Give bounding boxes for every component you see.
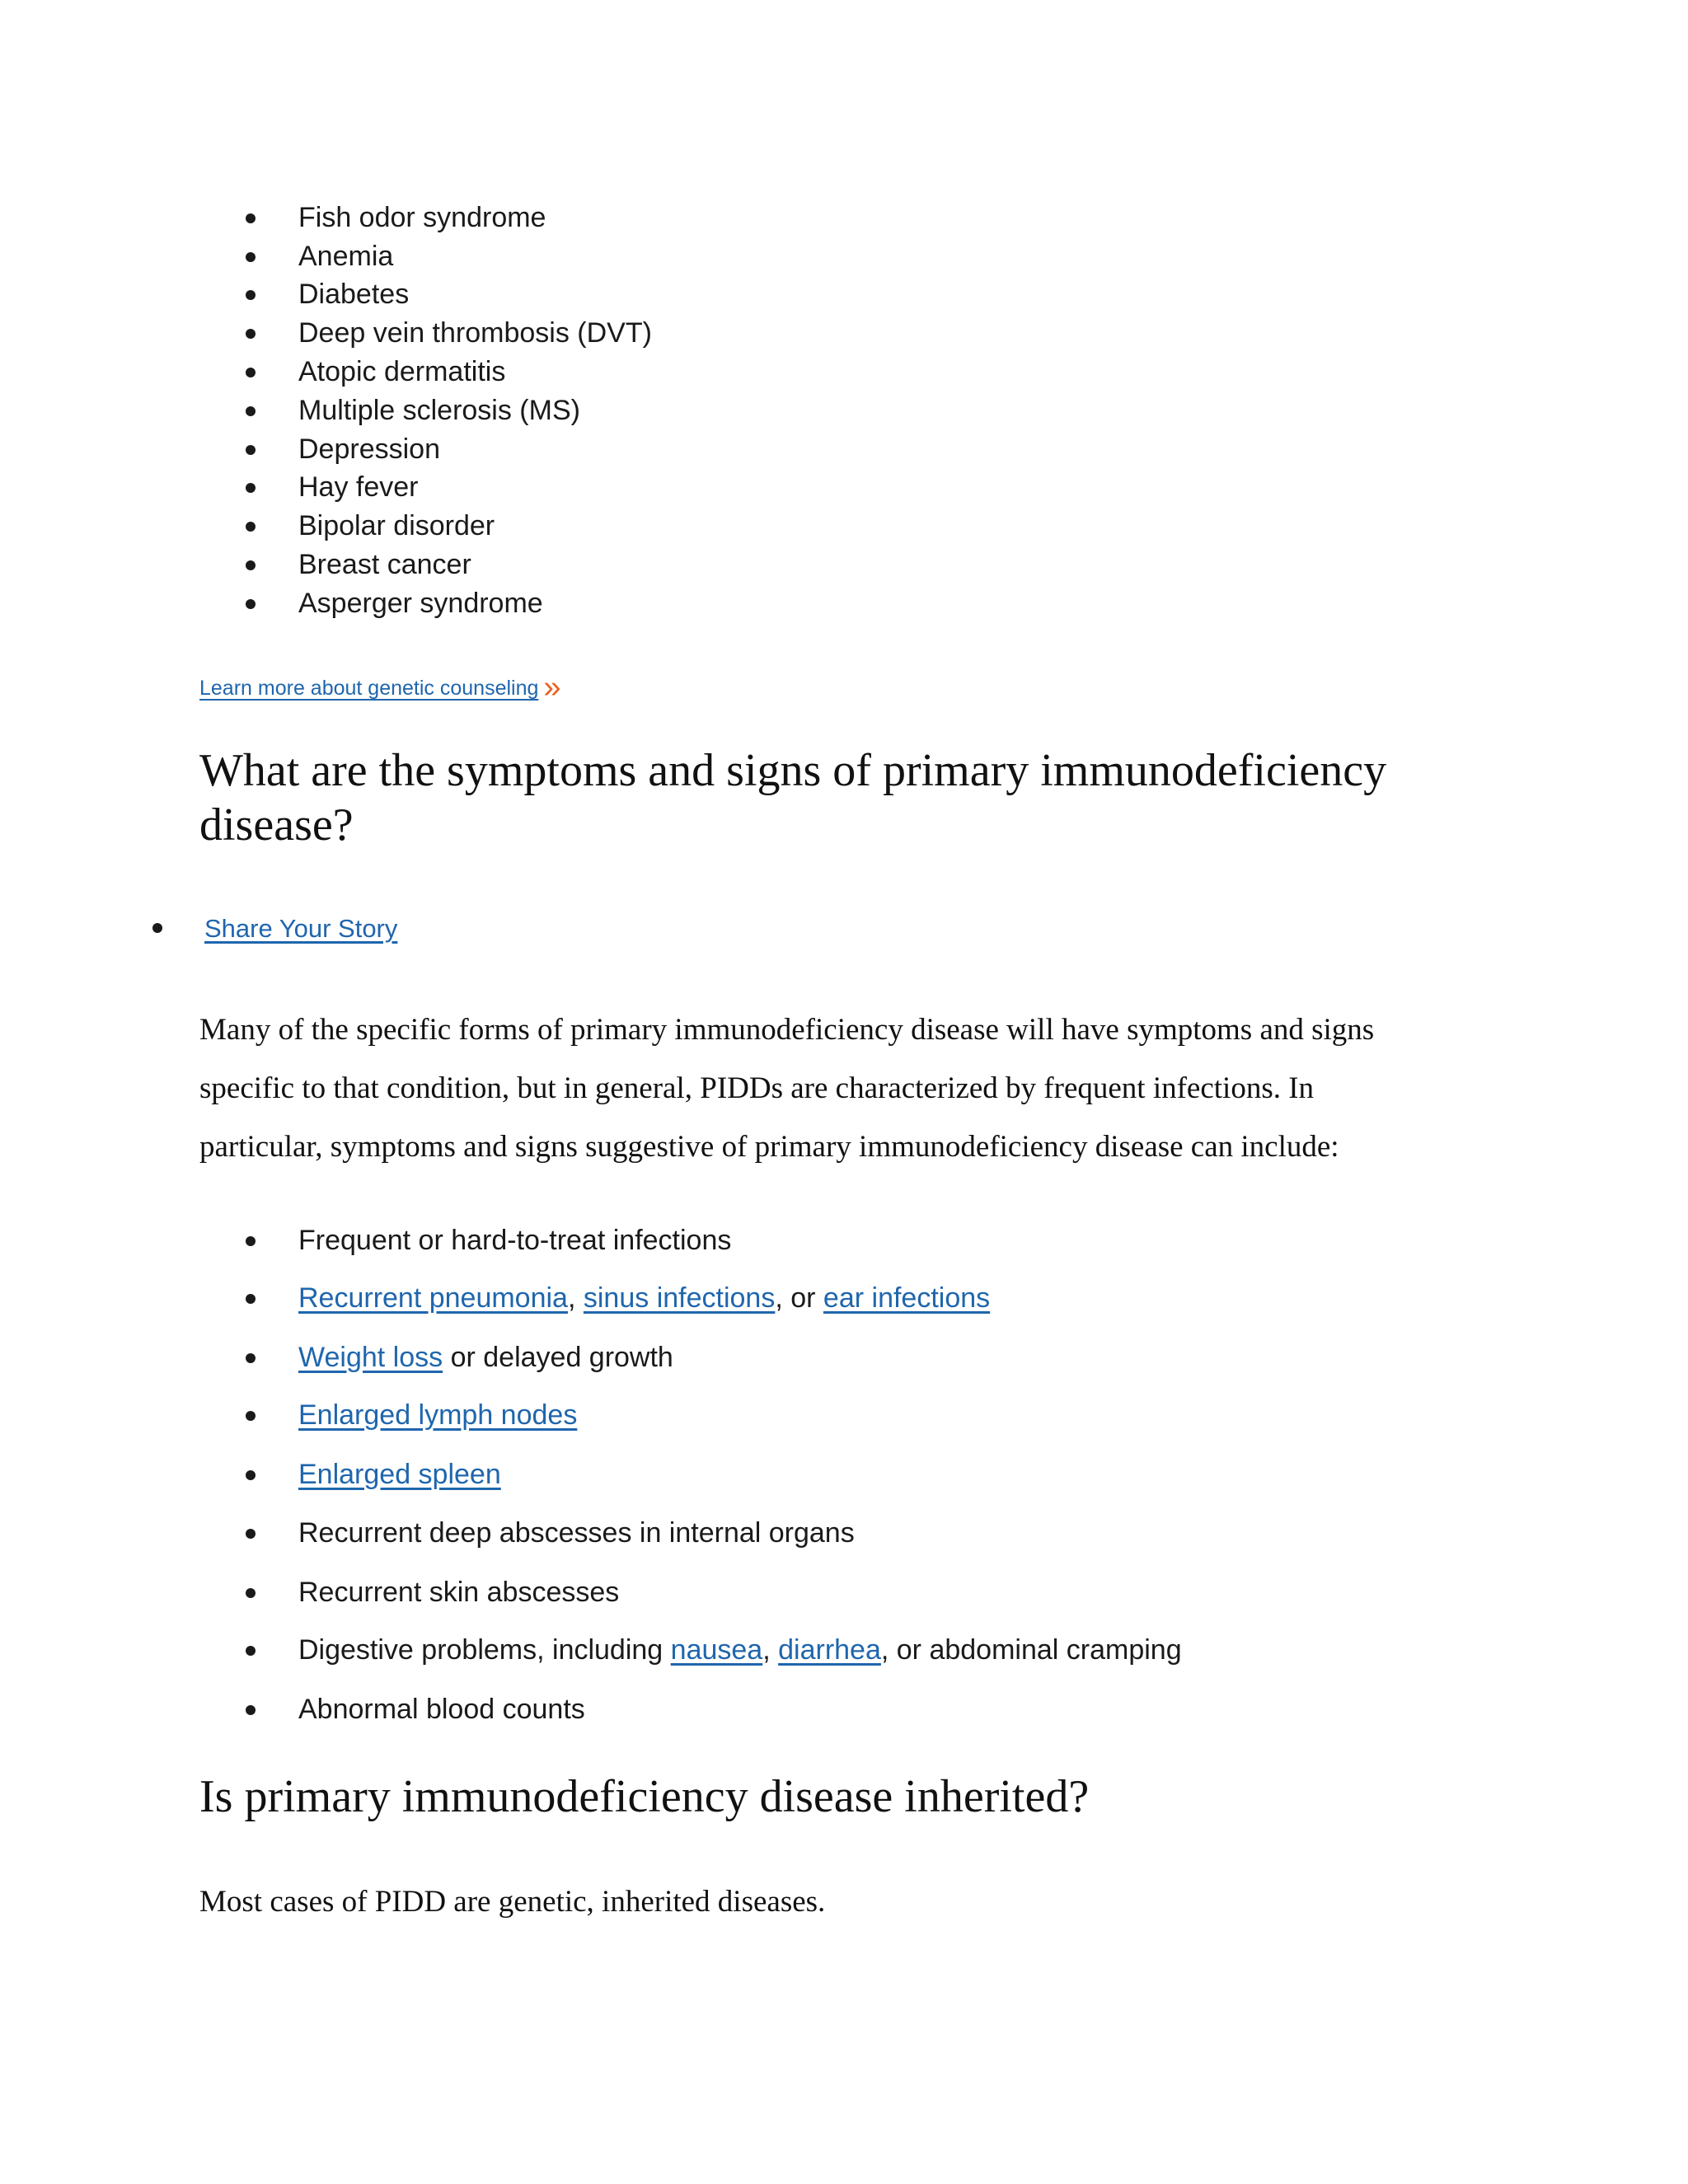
bullet-icon <box>246 406 256 416</box>
bullet-icon <box>246 252 256 262</box>
bullet-icon <box>246 560 256 570</box>
bullet-icon <box>246 1529 256 1539</box>
bullet-icon <box>246 1353 256 1363</box>
bullet-icon <box>246 1294 256 1304</box>
bullet-icon <box>246 1470 256 1480</box>
diarrhea-link[interactable]: diarrhea <box>778 1634 881 1666</box>
bullet-icon <box>246 1588 256 1598</box>
ear-infections-link[interactable]: ear infections <box>823 1282 991 1314</box>
bullet-icon <box>246 1705 256 1715</box>
final-paragraph: Most cases of PIDD are genetic, inherited diseases. <box>199 1885 826 1919</box>
bullet-icon <box>246 368 256 377</box>
bullet-icon <box>246 445 256 455</box>
heading-symptoms: What are the symptoms and signs of primary immunodeficiency disease? <box>199 745 1387 851</box>
bullet-icon <box>246 213 256 223</box>
nausea-link[interactable]: nausea <box>670 1634 763 1666</box>
learn-more-genetic-counseling-link[interactable]: Learn more about genetic counseling » <box>199 670 561 705</box>
bullet-icon <box>246 1411 256 1421</box>
heading-inherited: Is primary immunodeficiency disease inherited? <box>199 1771 1090 1822</box>
recurrent-pneumonia-link[interactable]: Recurrent pneumonia <box>298 1282 568 1314</box>
weight-loss-link[interactable]: Weight loss <box>298 1342 443 1373</box>
bullet-icon <box>246 290 256 300</box>
share-your-story-link[interactable]: Share Your Story <box>204 914 398 943</box>
bullet-icon <box>246 522 256 532</box>
enlarged-lymph-nodes-link[interactable]: Enlarged lymph nodes <box>298 1399 578 1431</box>
bullet-icon <box>152 923 162 933</box>
sinus-infections-link[interactable]: sinus infections <box>583 1282 776 1314</box>
enlarged-spleen-link[interactable]: Enlarged spleen <box>298 1459 501 1490</box>
intro-paragraph: Many of the specific forms of primary immunodeficiency disease will have symptoms and signs specific to that condition, but in general, PIDDs are characterized by frequent infections. In particular, symptoms and signs suggestive of primary immunodeficiency disease can include: <box>199 1013 1375 1164</box>
bullet-icon <box>246 599 256 609</box>
bullet-icon <box>246 1236 256 1246</box>
double-chevron-right-icon: » <box>543 670 561 705</box>
document-page: Fish odor syndrome Anemia Diabetes Deep vein thrombosis (DVT) Atopic dermatitis Multiple sclerosis (MS) Depression Hay fever Bipolar disorder Breast cancer Asperger syndrome Learn more about genetic counseling » What are the symptoms and signs of primary immunodeficiency disease? Share Your Story Many of the specific forms of primary immunodeficiency disease will have symptoms and signs specific to that condition, but in general, PIDDs are characterized by frequent infections. In particular, symptoms and signs suggestive of primary immunodeficiency disease can include: Frequent or hard-to-treat infections Recurrent pneumonia, sinus infections, or ear infections Weight loss or delayed growth Enlarged lymph nodes Enlarged spleen Recurrent deep abscesses in internal organs Recurrent skin abscesses Digestive problems, including nausea, diarrhea, or abdominal cramping Abnormal blood counts Is primary immunodeficiency disease inherited? Most cases of PIDD are genetic, inherited diseases. <box>0 0 1688 2184</box>
bullet-icon <box>246 1646 256 1656</box>
bullet-icon <box>246 483 256 493</box>
bullet-icon <box>246 329 256 339</box>
